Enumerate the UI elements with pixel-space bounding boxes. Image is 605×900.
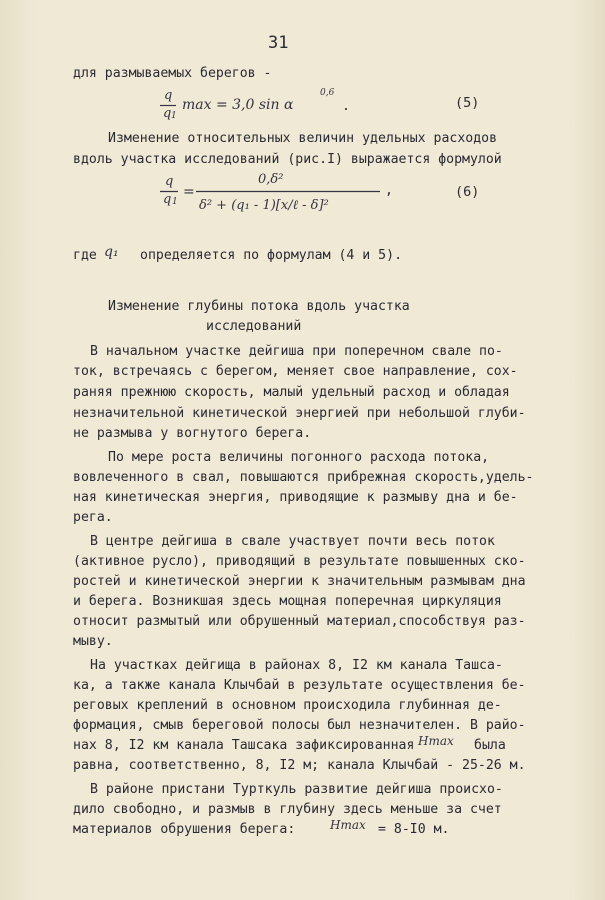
body-line: дило свободно, и размыв в глубину здесь меньше за счет bbox=[73, 802, 502, 817]
formula6-number: (6) bbox=[455, 184, 480, 200]
where-symbol: q₁ bbox=[104, 244, 119, 260]
body-line: раняя прежнюю скорость, малый удельный расход и обладая bbox=[73, 385, 510, 400]
body-line: = 8-I0 м. bbox=[378, 822, 450, 837]
para6-line-2: вдоль участка исследований (рис.I) выражается формулой bbox=[73, 152, 502, 167]
page-number: 31 bbox=[268, 33, 289, 53]
body-line: реговых креплений в основном происходила глубинная де- bbox=[73, 698, 502, 713]
body-line: мыву. bbox=[73, 634, 113, 649]
body-line: В районе пристани Турткуль развитие дейгиша происхо- bbox=[90, 782, 503, 797]
body-line: равна, соответственно, 8, I2 м; канала Клычбай - 25-26 м. bbox=[73, 758, 526, 773]
body-line: По мере роста величины погонного расхода потока, bbox=[108, 450, 490, 465]
body-line: материалов обрушения берега: bbox=[73, 822, 296, 837]
body-line: рега. bbox=[73, 510, 113, 525]
formula5-den: q bbox=[163, 106, 172, 121]
body-line: ростей и кинетической энергии к значительным размывам дна bbox=[73, 574, 526, 589]
formula6-lhs-num: q bbox=[165, 174, 174, 189]
body-line: вовлеченного в свал, повышаются прибрежная скорость,удель- bbox=[73, 470, 534, 485]
formula5-dot: . bbox=[342, 99, 350, 114]
formula5-num: q bbox=[164, 88, 173, 103]
formula6-lhs-sub: 1 bbox=[172, 197, 178, 207]
formula5-sub: 1 bbox=[171, 111, 177, 121]
intro-line: для размываемых берегов - bbox=[73, 66, 272, 81]
body-line: нах 8, I2 км канала Ташсака зафиксированная bbox=[73, 738, 415, 753]
section-heading-line-1: Изменение глубины потока вдоль участка bbox=[108, 299, 410, 314]
body-line: не размыва у вогнутого берега. bbox=[73, 426, 312, 441]
body-line: формация, смыв береговой полосы был незначителен. В райо- bbox=[73, 718, 526, 733]
formula5-exponent: 0,6 bbox=[320, 88, 335, 98]
section-heading-line-2: исследований bbox=[206, 319, 302, 334]
formula5-number: (5) bbox=[455, 95, 480, 111]
body-line: относит размытый или обрушенный материал,способствуя раз- bbox=[73, 614, 526, 629]
formula6-main-bar bbox=[196, 190, 382, 193]
para6-line-1: Изменение относительных величин удельных расходов bbox=[108, 131, 498, 146]
body-line: (активное русло), приводящий в результате повышенных ско- bbox=[73, 554, 526, 569]
where-text: определяется по формулам (4 и 5). bbox=[140, 248, 403, 263]
body-line: ная кинетическая энергия, приводящие к размыву дна и бе- bbox=[73, 490, 518, 505]
formula6-comma: , bbox=[385, 183, 393, 198]
body-line: ка, а также канала Клычбай в результате осуществления бе- bbox=[73, 678, 526, 693]
formula6-lhs-den: q bbox=[163, 192, 172, 207]
formula6-equals: = bbox=[183, 184, 195, 200]
formula6-numerator: 0,δ² bbox=[258, 172, 284, 187]
formula5-body: max = 3,0 sin α bbox=[182, 97, 294, 113]
hmax-symbol: Hmax bbox=[418, 734, 454, 748]
where-word: где bbox=[73, 248, 97, 263]
formula6-denominator: δ² + (q₁ - 1)[x/ℓ - δ]² bbox=[199, 198, 329, 213]
body-line: незначительной кинетической энергией при небольшой глуби- bbox=[73, 406, 526, 421]
body-line: ток, встречаясь с берегом, меняет свое направление, сох- bbox=[73, 364, 518, 379]
body-line: и берега. Возникшая здесь мощная поперечная циркуляция bbox=[73, 594, 502, 609]
hmax-symbol: Hmax bbox=[330, 818, 366, 832]
body-line: была bbox=[474, 738, 506, 753]
body-line: В начальном участке дейгиша при поперечном свале по- bbox=[90, 344, 503, 359]
body-line: На участках дейгища в районах 8, I2 км канала Ташса- bbox=[90, 658, 503, 673]
body-line: В центре дейгиша в свале участвует почти весь поток bbox=[90, 534, 495, 549]
